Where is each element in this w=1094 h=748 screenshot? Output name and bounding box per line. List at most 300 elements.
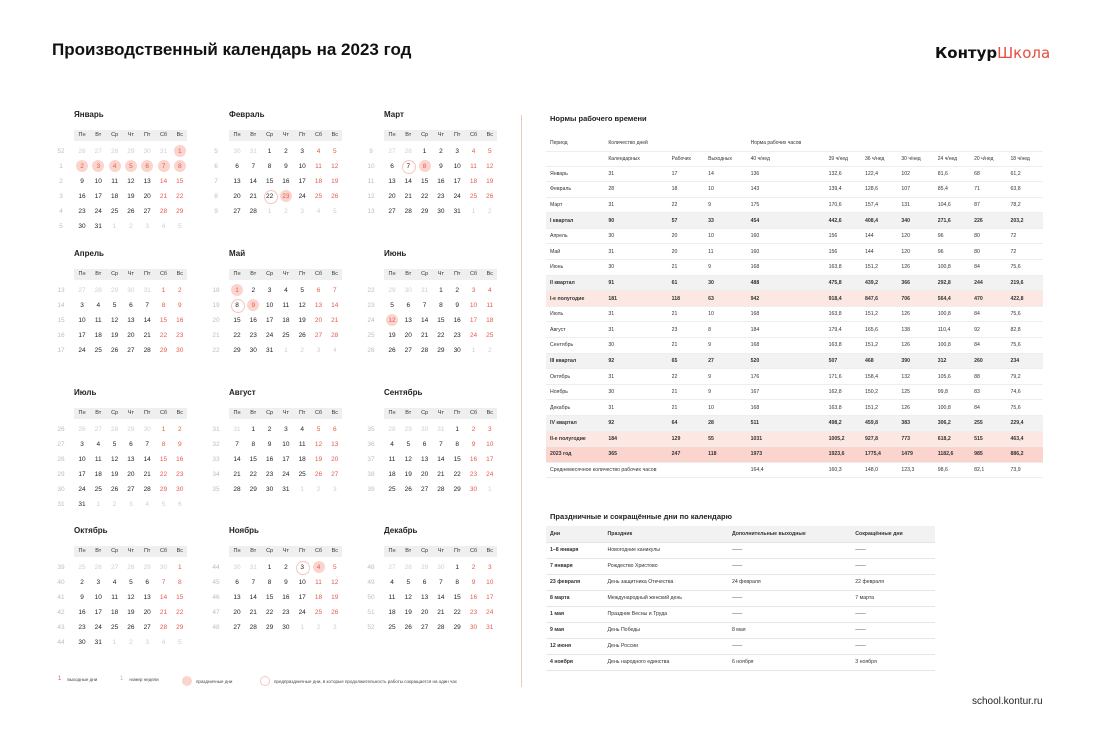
day-cell[interactable]: 31 [159,148,168,155]
day-cell[interactable]: 17 [282,456,290,463]
day-cell[interactable]: 3 [471,287,476,294]
day-cell[interactable]: 27 [420,624,429,631]
day-cell[interactable]: 28 [404,564,412,571]
day-cell[interactable]: 30 [249,347,257,354]
day-cell[interactable]: 17 [78,332,86,339]
day-cell[interactable]: 4 [316,148,321,155]
day-cell[interactable]: 17 [94,193,102,200]
day-cell[interactable]: 4 [300,426,304,433]
day-cell[interactable]: 8 [161,441,166,448]
day-cell[interactable]: 20 [127,332,135,339]
day-cell[interactable]: 16 [469,594,478,601]
day-cell[interactable]: 8 [251,441,256,448]
day-cell[interactable]: 9 [284,163,288,170]
day-cell[interactable]: 25 [94,347,102,354]
day-cell[interactable]: 31 [437,426,445,433]
day-cell[interactable]: 2 [471,564,476,571]
day-cell[interactable]: 9 [177,302,182,309]
day-cell[interactable]: 15 [265,178,274,185]
day-cell[interactable]: 30 [420,426,429,433]
day-cell[interactable]: 1 [300,624,304,631]
day-cell[interactable]: 10 [265,302,274,309]
day-cell[interactable]: 31 [265,347,274,354]
day-cell[interactable]: 2 [284,564,288,571]
day-cell[interactable]: 26 [388,347,396,354]
day-cell[interactable]: 22 [159,471,168,478]
day-cell[interactable]: 31 [486,624,494,631]
day-cell[interactable]: 27 [388,208,396,215]
day-cell[interactable]: 3 [300,208,304,215]
day-cell[interactable]: 10 [78,456,86,463]
day-cell[interactable]: 6 [235,163,239,170]
day-cell[interactable]: 4 [284,287,288,294]
day-cell[interactable]: 24 [298,193,306,200]
day-cell[interactable]: 7 [235,441,239,448]
day-cell[interactable]: 23 [176,332,184,339]
day-cell[interactable]: 18 [94,332,102,339]
day-cell[interactable]: 26 [78,148,86,155]
day-cell[interactable]: 24 [469,332,478,339]
day-cell[interactable]: 5 [177,639,182,646]
day-cell[interactable]: 6 [129,302,133,309]
day-cell[interactable]: 12 [110,317,119,324]
logo[interactable] [935,44,1050,62]
day-cell[interactable]: 15 [453,456,461,463]
day-cell[interactable]: 3 [487,564,492,571]
day-cell[interactable]: 4 [471,148,476,155]
day-cell[interactable]: 22 [233,332,241,339]
day-cell[interactable]: 29 [420,564,429,571]
day-cell[interactable]: 4 [390,441,394,448]
day-cell[interactable]: 23 [249,332,257,339]
day-cell[interactable]: 16 [469,456,478,463]
day-cell[interactable]: 4 [145,501,149,508]
day-cell[interactable]: 13 [420,456,429,463]
day-cell[interactable]: 30 [437,564,445,571]
day-cell[interactable]: 1 [471,208,476,215]
day-cell[interactable]: 6 [422,441,427,448]
day-cell[interactable]: 5 [112,302,117,309]
day-cell[interactable]: 3 [80,302,84,309]
day-cell[interactable]: 27 [388,148,396,155]
day-cell[interactable]: 27 [127,347,135,354]
day-cell[interactable]: 12 [127,594,135,601]
day-cell[interactable]: 29 [453,486,461,493]
day-cell[interactable]: 1 [439,287,443,294]
day-cell[interactable]: 6 [406,302,411,309]
day-cell[interactable]: 1 [161,287,166,294]
day-cell[interactable]: 19 [110,471,119,478]
day-cell[interactable]: 18 [388,471,396,478]
day-cell[interactable]: 11 [388,594,396,601]
day-cell[interactable]: 10 [453,163,461,170]
day-cell[interactable]: 19 [298,317,306,324]
day-cell[interactable]: 11 [315,579,322,586]
day-cell[interactable]: 25 [469,193,478,200]
day-cell[interactable]: 18 [94,471,102,478]
day-cell[interactable]: 12 [314,441,323,448]
day-cell[interactable]: 29 [420,208,429,215]
day-cell[interactable]: 21 [404,193,412,200]
day-cell[interactable]: 18 [388,609,396,616]
day-cell[interactable]: 27 [94,148,102,155]
day-cell[interactable]: 1 [455,426,459,433]
day-cell[interactable]: 13 [233,178,241,185]
day-cell[interactable]: 1 [422,148,427,155]
day-cell[interactable]: 14 [159,594,168,601]
day-cell[interactable]: 27 [143,624,151,631]
day-cell[interactable]: 7 [145,302,149,309]
day-cell[interactable]: 1 [487,486,492,493]
day-cell[interactable]: 2 [177,426,182,433]
day-cell[interactable]: 14 [420,317,429,324]
day-cell[interactable]: 1 [300,486,304,493]
day-cell[interactable]: 2 [284,208,288,215]
day-cell[interactable]: 16 [249,317,257,324]
day-cell[interactable]: 8 [455,579,459,586]
day-cell[interactable]: 30 [176,347,184,354]
day-cell[interactable]: 2 [487,208,492,215]
day-cell[interactable]: 7 [439,441,443,448]
day-cell[interactable]: 2 [267,426,272,433]
day-cell[interactable]: 14 [249,594,257,601]
day-cell[interactable]: 1 [267,148,272,155]
day-cell[interactable]: 9 [284,579,288,586]
day-cell[interactable]: 5 [406,579,411,586]
day-cell[interactable]: 23 [176,471,184,478]
day-cell[interactable]: 15 [233,317,241,324]
day-cell[interactable]: 18 [486,317,494,324]
day-cell[interactable]: 30 [78,639,86,646]
day-cell[interactable]: 17 [78,471,86,478]
day-cell[interactable]: 25 [486,332,494,339]
day-cell[interactable]: 4 [96,441,101,448]
day-cell[interactable]: 6 [177,501,182,508]
day-cell[interactable]: 29 [127,426,135,433]
day-cell[interactable]: 6 [332,426,337,433]
day-cell[interactable]: 19 [331,594,339,601]
day-cell[interactable]: 1 [161,426,166,433]
day-cell[interactable]: 25 [78,564,86,571]
day-cell[interactable]: 25 [110,624,119,631]
day-cell[interactable]: 28 [404,208,412,215]
day-cell[interactable]: 28 [249,624,257,631]
day-cell[interactable]: 3 [332,486,337,493]
day-cell[interactable]: 5 [332,208,337,215]
day-cell[interactable]: 3 [145,639,149,646]
day-cell[interactable]: 12 [384,313,400,328]
day-cell[interactable]: 20 [143,609,151,616]
day-cell[interactable]: 15 [176,178,184,185]
day-cell[interactable]: 5 [177,223,182,230]
day-cell[interactable]: 15 [159,317,168,324]
day-cell[interactable]: 21 [143,471,151,478]
day-cell[interactable]: 2 [316,624,321,631]
day-cell[interactable]: 21 [249,609,257,616]
day-cell[interactable]: 1 [112,639,117,646]
day-cell[interactable]: 24 [94,208,102,215]
day-cell[interactable]: 22 [453,609,461,616]
day-cell[interactable]: 22 [262,189,278,204]
day-cell[interactable]: 11 [486,302,494,309]
day-cell[interactable]: 10 [78,317,86,324]
day-cell[interactable]: 18 [298,456,306,463]
day-cell[interactable]: 26 [404,486,412,493]
day-cell[interactable]: 31 [420,287,429,294]
day-cell[interactable]: 2 [284,148,288,155]
day-cell[interactable]: 25 [388,624,396,631]
day-cell[interactable]: 22 [159,332,168,339]
day-cell[interactable]: 13 [388,178,396,185]
day-cell[interactable]: 3 [145,223,149,230]
day-cell[interactable]: 13 [143,178,151,185]
day-cell[interactable]: 31 [233,426,241,433]
day-cell[interactable]: 24 [298,609,306,616]
day-cell[interactable]: 5 [390,302,394,309]
day-cell[interactable]: 16 [282,594,290,601]
day-cell[interactable]: 23 [469,471,478,478]
day-cell[interactable]: 28 [159,624,168,631]
day-cell[interactable]: 29 [404,426,412,433]
day-cell[interactable]: 12 [110,456,119,463]
day-cell[interactable]: 5 [112,441,117,448]
day-cell[interactable]: 23 [78,624,86,631]
day-cell[interactable]: 28 [249,208,257,215]
day-cell[interactable]: 9 [80,178,84,185]
day-cell[interactable]: 3 [96,579,101,586]
day-cell[interactable]: 2 [177,287,182,294]
day-cell[interactable]: 23 [282,609,290,616]
day-cell[interactable]: 21 [233,471,241,478]
day-cell[interactable]: 17 [469,317,478,324]
day-cell[interactable]: 10 [94,178,102,185]
day-cell[interactable]: 9 [439,163,443,170]
day-cell[interactable]: 7 [439,579,443,586]
day-cell[interactable]: 28 [143,486,151,493]
day-cell[interactable]: 28 [437,486,445,493]
day-cell[interactable]: 21 [143,332,151,339]
day-cell[interactable]: 7 [422,302,427,309]
day-cell[interactable]: 2 [112,501,117,508]
day-cell[interactable]: 2 [300,347,304,354]
day-cell[interactable]: 28 [420,347,429,354]
day-cell[interactable]: 27 [314,332,323,339]
day-cell[interactable]: 15 [249,456,257,463]
day-cell[interactable]: 31 [78,501,86,508]
day-cell[interactable]: 21 [331,317,339,324]
day-cell[interactable]: 14 [159,178,168,185]
day-cell[interactable]: 18 [314,178,323,185]
day-cell[interactable]: 25 [388,486,396,493]
day-cell[interactable]: 3 [284,426,288,433]
day-cell[interactable]: 9 [267,441,272,448]
day-cell[interactable]: 30 [469,624,478,631]
day-cell[interactable]: 11 [94,317,102,324]
day-cell[interactable]: 28 [94,287,102,294]
day-cell[interactable]: 1 [177,564,182,571]
day-cell[interactable]: 17 [265,317,274,324]
day-cell[interactable]: 31 [94,639,102,646]
day-cell[interactable]: 1 [267,208,272,215]
day-cell[interactable]: 2 [129,639,133,646]
day-cell[interactable]: 26 [298,332,306,339]
day-cell[interactable]: 20 [233,193,241,200]
day-cell[interactable]: 18 [469,178,478,185]
day-cell[interactable]: 21 [420,332,429,339]
day-cell[interactable]: 30 [282,624,290,631]
day-cell[interactable]: 3 [487,426,492,433]
day-cell[interactable]: 5 [406,441,411,448]
day-cell[interactable]: 19 [388,332,396,339]
day-cell[interactable]: 26 [110,486,119,493]
day-cell[interactable]: 15 [437,317,445,324]
day-cell[interactable]: 22 [437,332,445,339]
day-cell[interactable]: 9 [471,441,476,448]
day-cell[interactable]: 22 [420,193,429,200]
day-cell[interactable]: 13 [143,594,151,601]
day-cell[interactable]: 25 [298,471,306,478]
day-cell[interactable]: 22 [176,193,184,200]
day-cell[interactable]: 5 [332,564,337,571]
day-cell[interactable]: 23 [278,189,294,204]
day-cell[interactable]: 8 [439,302,443,309]
day-cell[interactable]: 24 [78,347,86,354]
day-cell[interactable]: 29 [388,287,396,294]
day-cell[interactable]: 31 [249,564,257,571]
day-cell[interactable]: 6 [139,159,155,174]
day-cell[interactable]: 17 [298,594,306,601]
day-cell[interactable]: 16 [176,456,184,463]
day-cell[interactable]: 28 [110,148,119,155]
day-cell[interactable]: 30 [159,564,168,571]
day-cell[interactable]: 11 [282,302,290,309]
day-cell[interactable]: 13 [127,317,135,324]
day-cell[interactable]: 25 [314,193,323,200]
day-cell[interactable]: 14 [143,456,151,463]
day-cell[interactable]: 28 [331,332,339,339]
day-cell[interactable]: 26 [78,426,86,433]
day-cell[interactable]: 2 [74,159,90,174]
day-cell[interactable]: 31 [94,223,102,230]
day-cell[interactable]: 26 [331,609,339,616]
day-cell[interactable]: 8 [161,302,166,309]
day-cell[interactable]: 17 [94,609,102,616]
day-cell[interactable]: 23 [469,609,478,616]
day-cell[interactable]: 28 [110,426,119,433]
day-cell[interactable]: 4 [112,579,117,586]
day-cell[interactable]: 16 [78,193,86,200]
day-cell[interactable]: 15 [420,178,429,185]
day-cell[interactable]: 29 [176,624,184,631]
day-cell[interactable]: 27 [110,564,119,571]
day-cell[interactable]: 31 [453,208,461,215]
day-cell[interactable]: 6 [422,579,427,586]
day-cell[interactable]: 30 [78,223,86,230]
day-cell[interactable]: 26 [314,471,323,478]
day-cell[interactable]: 14 [233,456,241,463]
day-cell[interactable]: 12 [298,302,306,309]
day-cell[interactable]: 5 [161,501,166,508]
day-cell[interactable]: 10 [469,302,478,309]
day-cell[interactable]: 20 [331,456,339,463]
day-cell[interactable]: 2 [80,579,84,586]
day-cell[interactable]: 20 [143,193,151,200]
day-cell[interactable]: 30 [176,486,184,493]
day-cell[interactable]: 22 [265,609,274,616]
day-cell[interactable]: 4 [390,579,394,586]
day-cell[interactable]: 9 [177,441,182,448]
day-cell[interactable]: 16 [176,317,184,324]
day-cell[interactable]: 13 [404,317,412,324]
day-cell[interactable]: 1 [229,283,245,298]
day-cell[interactable]: 20 [420,471,429,478]
day-cell[interactable]: 29 [127,148,135,155]
day-cell[interactable]: 14 [437,594,445,601]
day-cell[interactable]: 18 [282,317,290,324]
day-cell[interactable]: 13 [314,302,323,309]
day-cell[interactable]: 30 [453,347,461,354]
day-cell[interactable]: 2 [316,486,321,493]
day-cell[interactable]: 19 [486,178,494,185]
day-cell[interactable]: 2 [129,223,133,230]
day-cell[interactable]: 2 [487,347,492,354]
site-url[interactable]: school.kontur.ru [972,696,1043,707]
day-cell[interactable]: 4 [316,208,321,215]
day-cell[interactable]: 8 [455,441,459,448]
day-cell[interactable]: 16 [437,178,445,185]
day-cell[interactable]: 1 [96,501,101,508]
day-cell[interactable]: 4 [96,302,101,309]
day-cell[interactable]: 30 [143,426,151,433]
day-cell[interactable]: 16 [453,317,461,324]
day-cell[interactable]: 29 [110,287,119,294]
day-cell[interactable]: 4 [161,223,166,230]
day-cell[interactable]: 11 [298,441,306,448]
day-cell[interactable]: 27 [388,564,396,571]
day-cell[interactable]: 20 [404,332,412,339]
day-cell[interactable]: 17 [486,594,494,601]
day-cell[interactable]: 12 [331,579,339,586]
day-cell[interactable]: 3 [90,159,106,174]
day-cell[interactable]: 3 [80,441,84,448]
day-cell[interactable]: 23 [437,193,445,200]
day-cell[interactable]: 13 [331,441,339,448]
day-cell[interactable]: 1 [172,144,188,159]
day-cell[interactable]: 25 [94,486,102,493]
day-cell[interactable]: 16 [282,178,290,185]
day-cell[interactable]: 24 [486,471,494,478]
day-cell[interactable]: 27 [404,347,412,354]
day-cell[interactable]: 30 [469,486,478,493]
day-cell[interactable]: 29 [159,486,168,493]
day-cell[interactable]: 17 [453,178,461,185]
day-cell[interactable]: 17 [298,178,306,185]
day-cell[interactable]: 12 [127,178,135,185]
day-cell[interactable]: 30 [437,208,445,215]
day-cell[interactable]: 24 [265,332,274,339]
day-cell[interactable]: 11 [94,456,102,463]
day-cell[interactable]: 29 [233,347,241,354]
day-cell[interactable]: 7 [156,159,172,174]
day-cell[interactable]: 27 [143,208,151,215]
day-cell[interactable]: 4 [107,159,123,174]
day-cell[interactable]: 5 [129,579,133,586]
day-cell[interactable]: 1 [267,564,272,571]
day-cell[interactable]: 13 [233,594,241,601]
day-cell[interactable]: 22 [249,471,257,478]
day-cell[interactable]: 23 [78,208,86,215]
day-cell[interactable]: 21 [437,609,445,616]
